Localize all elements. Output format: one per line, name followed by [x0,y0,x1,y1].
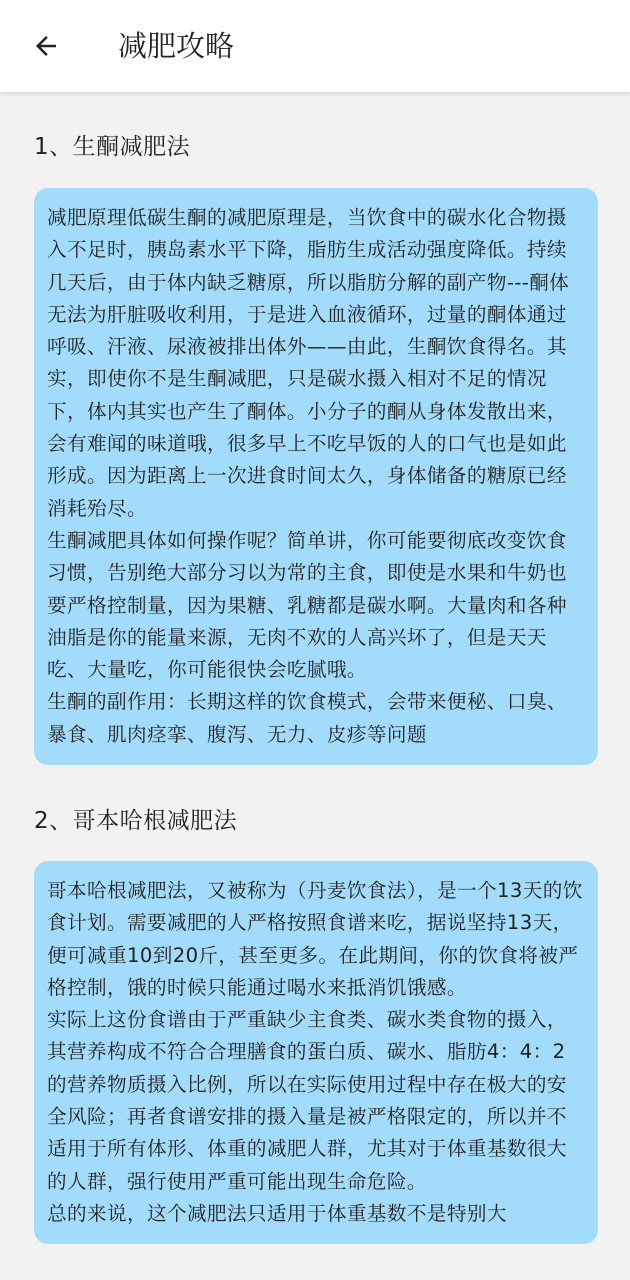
arrow-left-icon [31,31,61,61]
section-card-keto: 减肥原理低碳生酮的减肥原理是，当饮食中的碳水化合物摄入不足时，胰岛素水平下降，脂肪生成活动强度降低。持续几天后，由于体内缺乏糖原，所以脂肪分解的副产物---酮体无法为肝脏吸收利用，于是进入血液循环，过量的酮体通过呼吸、汗液、尿液被排出体外——由此，生酮饮食得名。其实，即使你不是生酮减肥，只是碳水摄入相对不足的情况下，体内其实也产生了酮体。小分子的酮从身体发散出来，会有难闻的味道哦，很多早上不吃早饭的人的口气也是如此形成。因为距离上一次进食时间太久，身体储备的糖原已经消耗殆尽。 生酮减肥具体如何操作呢？简单讲，你可能要彻底改变饮食习惯，告别绝大部分习以为常的主食，即使是水果和牛奶也要严格控制量，因为果糖、乳糖都是碳水啊。大量肉和各种油脂是你的能量来源，无肉不欢的人高兴坏了，但是天天吃、大量吃，你可能很快会吃腻哦。 生酮的副作用：长期这样的饮食模式，会带来便秘、口臭、暴食、肌肉痉挛、腹泻、无力、皮疹等问题 [34,188,598,765]
section-heading-copenhagen: 2、哥本哈根减肥法 [34,808,238,834]
article-content[interactable] [0,92,630,1280]
back-button[interactable] [18,22,74,70]
app-bar [0,0,630,92]
section-card-copenhagen: 哥本哈根减肥法，又被称为（丹麦饮食法），是一个13天的饮食计划。需要减肥的人严格按照食谱来吃，据说坚持13天，便可减重10到20斤，甚至更多。在此期间，你的饮食将被严格控制，饿的时候只能通过喝水来抵消饥饿感。 实际上这份食谱由于严重缺少主食类、碳水类食物的摄入，其营养构成不符合合理膳食的蛋白质、碳水、脂肪4：4：2的营养物质摄入比例，所以在实际使用过程中存在极大的安全风险；再者食谱安排的摄入量是被严格限定的，所以并不适用于所有体形、体重的减肥人群，尤其对于体重基数很大的人群，强行使用严重可能出现生命危险。 总的来说，这个减肥法只适用于体重基数不是特别大 [34,861,598,1244]
section-heading-keto: 1、生酮减肥法 [34,134,191,160]
page-title: 减肥攻略 [118,29,235,63]
